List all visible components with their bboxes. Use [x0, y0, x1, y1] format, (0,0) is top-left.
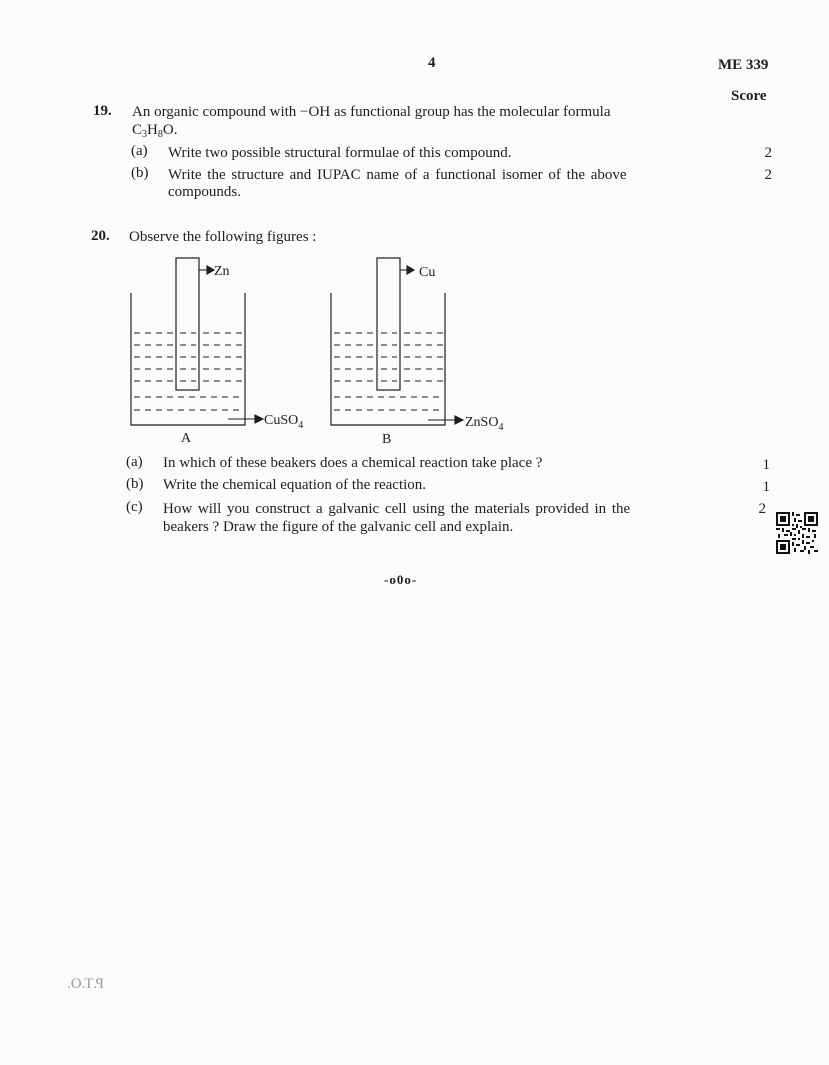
label-znso4: ZnSO$_4$ [465, 415, 504, 433]
question-20c-text-line2: beakers ? Draw the figure of the galvanic cell and explain. [163, 519, 514, 535]
arrow-cuso4-icon [255, 415, 263, 423]
question-19b-text-line2: compounds. [168, 184, 241, 200]
label-zn: Zn [214, 264, 230, 279]
label-beaker-b: B [382, 432, 392, 447]
question-19-formula: $C_3H_8O$. [132, 122, 178, 140]
page-number: 4 [428, 55, 436, 71]
score-column-heading: Score [731, 88, 767, 104]
paper-code: ME 339 [718, 57, 769, 73]
mirrored-bleed-through-text: P.T.O. [67, 976, 104, 992]
question-19a-score: 2 [764, 145, 772, 161]
question-20c-text-line1: How will you construct a galvanic cell using the materials provided in the [163, 501, 631, 517]
question-19-text: An organic compound with −OH as functional group has the molecular formula [132, 104, 611, 120]
question-19b-score: 2 [764, 167, 772, 183]
arrow-znso4-icon [455, 416, 463, 424]
qr-code-icon [776, 512, 818, 554]
label-cu: Cu [419, 265, 436, 280]
beakers-figure [0, 0, 829, 460]
question-20a-label: (a) [126, 454, 143, 470]
question-19a-label: (a) [131, 143, 148, 159]
end-of-paper-mark: -o0o- [384, 572, 418, 587]
question-20a-score: 1 [762, 457, 770, 473]
label-cuso4: CuSO$_4$ [264, 413, 304, 431]
question-20c-label: (c) [126, 499, 143, 515]
question-20a-text: In which of these beakers does a chemical reaction take place ? [163, 455, 543, 471]
question-19b-text-line1: Write the structure and IUPAC name of a functional isomer of the above [168, 167, 627, 183]
question-20-number: 20. [91, 228, 110, 244]
arrow-zn-icon [207, 266, 214, 274]
question-20c-score: 2 [758, 501, 766, 517]
question-19b-label: (b) [131, 165, 149, 181]
beaker-a-zn-rod [176, 258, 199, 390]
beaker-b-cu-rod [377, 258, 400, 390]
question-19-number: 19. [93, 103, 112, 119]
label-beaker-a: A [181, 431, 192, 446]
question-19a-text: Write two possible structural formulae of this compound. [168, 145, 512, 161]
question-20-intro: Observe the following figures : [129, 229, 317, 245]
question-20b-score: 1 [762, 479, 770, 495]
question-20b-label: (b) [126, 476, 144, 492]
question-20b-text: Write the chemical equation of the reaction. [163, 477, 427, 493]
arrow-cu-icon [407, 266, 414, 274]
